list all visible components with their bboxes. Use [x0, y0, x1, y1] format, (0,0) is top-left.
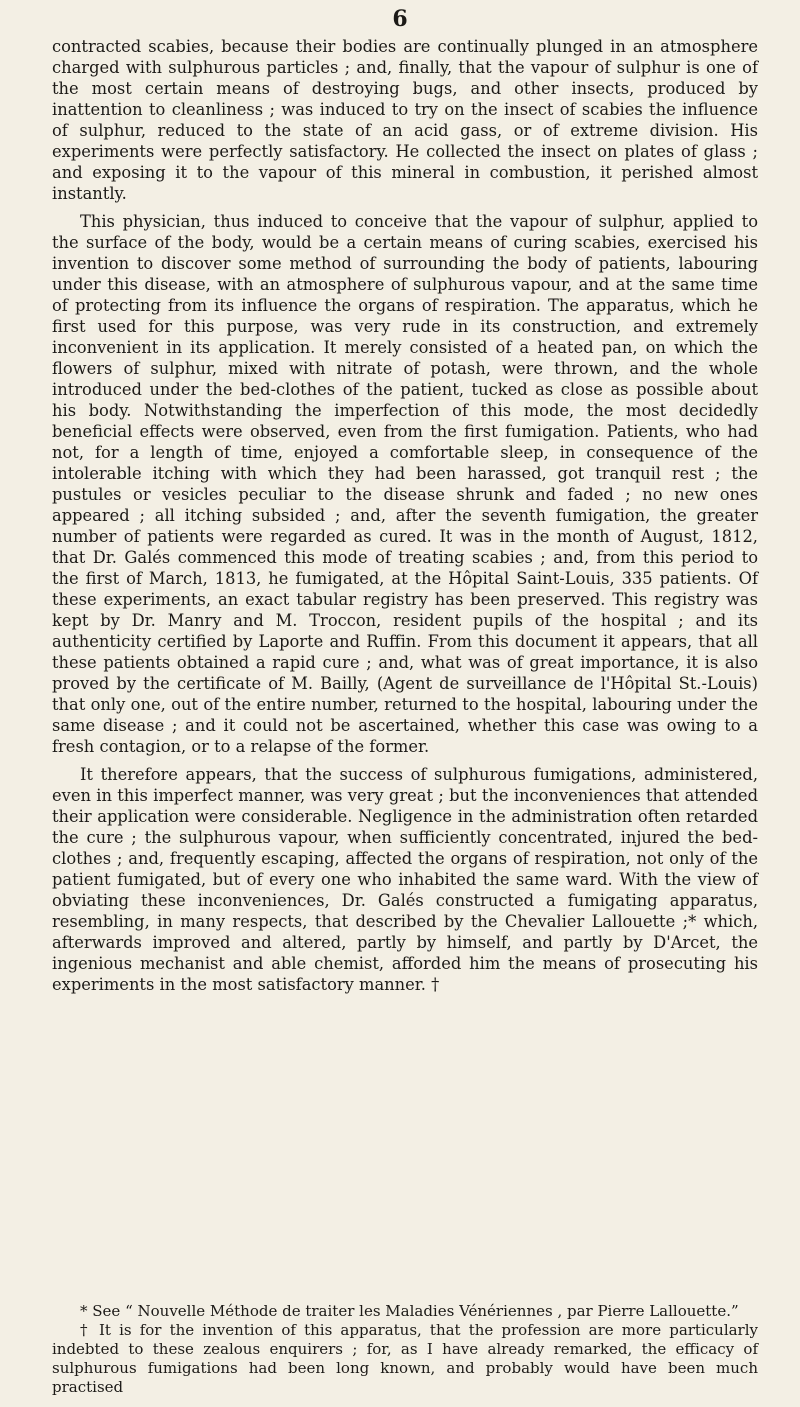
paragraph-2: This physician, thus induced to conceive that the vapour of sulphur, applied to the surface of the body, would be a certain means of curing scabies, exercised his invention to discover some method of surrounding the body of patients, labouring under this disease, with an atmosphere of sulphurous vapour, and at the same time of protecting from its influence the organs of respiration. The apparatus, which he first used for this purpose, was very rude in its construction, and extremely inconvenient in its application. It merely consisted of a heated pan, on which the flowers of sulphur, mixed with nitrate of potash, were thrown, and the whole introduced under the bed-clothes of the patient, tucked as close as possible about his body. Notwithstanding the imperfection of this mode, the most decidedly beneficial effects were observed, even from the first fumigation. Patients, who had not, for a length of time, enjoyed a comfortable sleep, in consequence of the intolerable itching with which they had been harassed, got tranquil rest ; the pustules or vesicles peculiar to the disease shrunk and faded ; no new ones appeared ; all itching subsided ; and, after the seventh fumigation, the greater number of patients were regarded as cured. It was in the month of August, 1812, that Dr. Galés commenced this mode of treating scabies ; and, from this period to the first of March, 1813, he fumigated, at the Hôpital Saint-Louis, 335 patients. Of these experiments, an exact tabular registry has been preserved. This registry was kept by Dr. Manry and M. Troccon, resident pupils of the hospital ; and its authenticity certified by Laporte and Ruffin. From this document it appears, that all these patients obtained a rapid cure ; and, what was of great importance, it is also proved by the certificate of M. Bailly, (Agent de surveillance de l'Hôpital St.-Louis) that only one, out of the entire number, returned to the hospital, labouring under the same disease ; and it could not be ascertained, whether this case was owing to a fresh contagion, or to a relapse of the former. [52, 212, 758, 756]
paragraph-3: It therefore appears, that the success of sulphurous fumigations, administered, even in this imperfect manner, was very great ; but the inconveniences that attended their application were considerable. Negligence in the administration often retarded the cure ; the sulphurous vapour, when sufficiently concentrated, injured the bed-clothes ; and, frequently escaping, affected the organs of respiration, not only of the patient fumigated, but of every one who inhabited the same ward. With the view of obviating these inconveniences, Dr. Galés constructed a fumigating apparatus, resembling, in many respects, that described by the Chevalier Lallouette ;* which, afterwards improved and altered, partly by himself, and partly by D'Arcet, the ingenious mechanist and able chemist, afforded him the means of prosecuting his experiments in the most satisfactory manner. † [52, 765, 758, 994]
footnote-2: † It is for the invention of this apparatus, that the profession are more particularly indebted to these zealous enquirers ; for, as I have already remarked, the efficacy of sulphurous fumigations had been long known, and probably would have been much practised [52, 1321, 758, 1396]
page-number: 6 [392, 6, 408, 32]
paragraph-1: contracted scabies, because their bodies are continually plunged in an atmosphere charged with sulphurous particles ; and, finally, that the vapour of sulphur is one of the most certain means of destroying bugs, and other insects, produced by inattention to cleanliness ; was induced to try on the insect of scabies the influence of sulphur, reduced to the state of an acid gass, or of extreme division. His experiments were perfectly satisfactory. He collected the insect on plates of glass ; and exposing it to the vapour of this mineral in combustion, it perished almost instantly. [52, 37, 758, 203]
body-text [52, 36, 758, 1002]
footnotes [52, 1302, 758, 1397]
footnote-1: * See “ Nouvelle Méthode de traiter les Maladies Vénériennes , par Pierre Lallouette.” [80, 1302, 739, 1320]
